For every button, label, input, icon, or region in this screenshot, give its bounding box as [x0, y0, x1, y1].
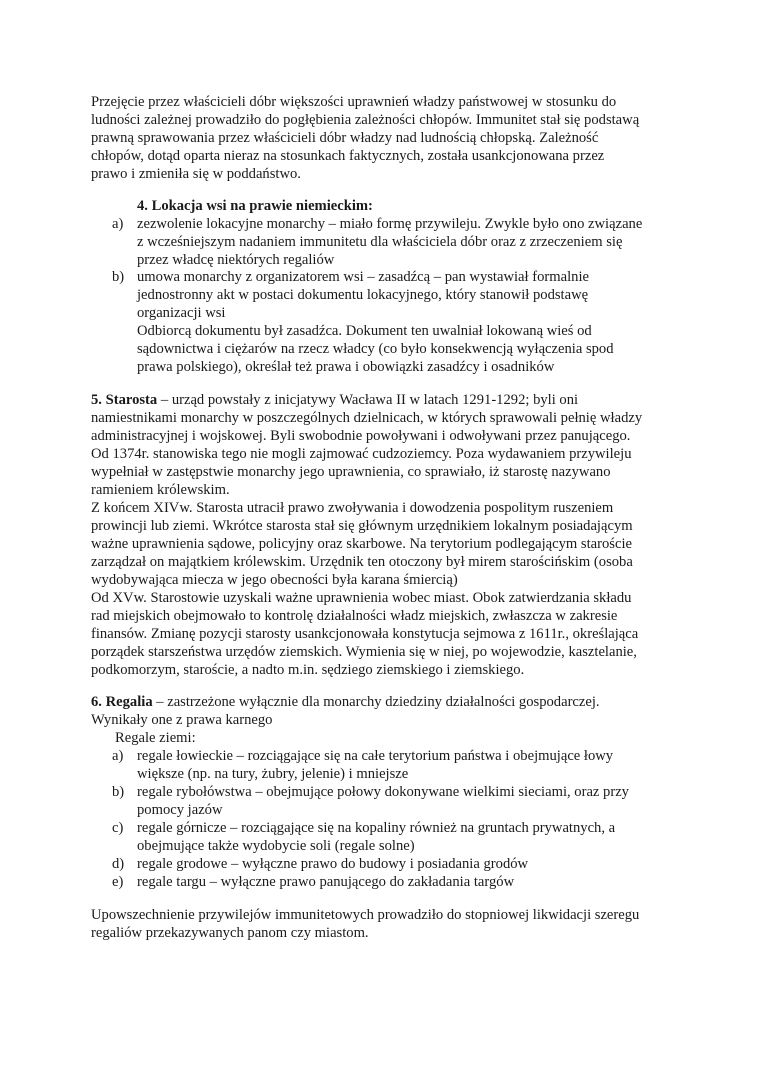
intro-line: prawo i zmieniła się w poddaństwo.	[91, 166, 301, 182]
s6-item-line: regale rybołówstwa – obejmujące połowy dokonywane wielkimi sieciami, oraz przy	[137, 784, 629, 800]
s6-item-line: regale targu – wyłączne prawo panującego do zakładania targów	[137, 874, 515, 890]
intro-line: ludności zależnej prowadziło do pogłębienia zależności chłopów. Immunitet stał się podstawą	[91, 112, 640, 128]
intro-line: prawną sprawowania przez właścicieli dóbr władzy nad ludnością chłopską. Zależność	[91, 130, 599, 146]
s4-a-line: zezwolenie lokacyjne monarchy – miało formę przywileju. Zwykle było ono związane	[137, 216, 643, 232]
s6-first-rest: – zastrzeżone wyłącznie dla monarchy dziedziny działalności gospodarczej.	[152, 694, 600, 710]
intro-line: Przejęcie przez właścicieli dóbr większości uprawnień władzy państwowej w stosunku do	[91, 94, 617, 110]
list-label: b)	[112, 784, 125, 800]
s5-first-line	[91, 391, 578, 409]
s5-first-rest: – urząd powstały z inicjatywy Wacława II w latach 1291-1292; byli oni	[157, 392, 579, 408]
s5-line: zarządzał on majątkiem królewskim. Urzędnik ten otoczony był mirem starościńskim (osoba	[91, 554, 633, 570]
s5-line: Z końcem XIVw. Starosta utracił prawo zwoływania i dowodzenia pospolitym ruszeniem	[91, 500, 614, 516]
s6-item-line: pomocy jazów	[137, 802, 223, 818]
s5-line: rad miejskich obejmowało to kontrolę działalności władz miejskich, zwłaszcza w zakresie	[91, 608, 618, 624]
s4-a-line: z wcześniejszym nadaniem immunitetu dla właściciela dóbr oraz z zrzeczeniem się	[137, 234, 623, 250]
closing-line: regaliów przekazywanych panom czy miastom.	[91, 925, 369, 941]
section-5-heading: 5. Starosta	[91, 392, 158, 408]
s6-sub-heading: Regale ziemi:	[115, 730, 196, 746]
section-6-heading: 6. Regalia	[91, 694, 153, 710]
s6-item-line: większe (np. na tury, żubry, jelenie) i mniejsze	[137, 766, 409, 782]
s6-item-line: obejmujące także wydobycie soli (regale solne)	[137, 838, 415, 854]
s5-line: ramieniem królewskim.	[91, 482, 230, 498]
s6-item-line: regale łowieckie – rozciągające się na całe terytorium państwa i obejmujące łowy	[137, 748, 614, 764]
s6-item-line: regale grodowe – wyłączne prawo do budowy i posiadania grodów	[137, 856, 529, 872]
s4-b-line: organizacji wsi	[137, 305, 226, 321]
s5-line: wydobywająca miecza w jego obecności była karana śmiercią)	[91, 572, 458, 588]
section-4-heading: 4. Lokacja wsi na prawie niemieckim:	[137, 198, 373, 214]
s5-line: ważne uprawnienia sądowe, policyjny oraz skarbowe. Na terytorium podlegającym staroście	[91, 536, 632, 552]
s4-b-line: sądownictwa i ciężarów na rzecz władcy (co było konsekwencją wyłączenia spod	[137, 341, 614, 357]
list-label: a)	[112, 748, 124, 764]
s4-b-line: prawa polskiego), określał też prawa i obowiązki zasadźcy i osadników	[137, 359, 555, 375]
s5-line: Od 1374r. stanowiska tego nie mogli zajmować cudzoziemcy. Poza wydawaniem przywileju	[91, 446, 632, 462]
list-label: d)	[112, 856, 125, 872]
s5-line: podkomorzym, staroście, a nadto m.in. sędziego ziemskiego i ziemskiego.	[91, 662, 525, 678]
s5-line: administracyjnej i wojskowej. Byli swobodnie powoływani i odwoływani przez panującego.	[91, 428, 631, 444]
list-label: a)	[112, 216, 124, 232]
s5-line: porządek starszeństwa urzędów ziemskich. Wymienia się w niej, po wojewodzie, kasztelanie,	[91, 644, 637, 660]
list-label: b)	[112, 269, 125, 285]
s4-b-line: umowa monarchy z organizatorem wsi – zasadźcą – pan wystawiał formalnie	[137, 269, 589, 285]
s4-b-line: jednostronny akt w postaci dokumentu lokacyjnego, który stanowił podstawę	[137, 287, 589, 303]
s4-a-line: przez władcę niektórych regaliów	[137, 252, 335, 268]
s5-line: finansów. Zmianę pozycji starosty usankcjonowała konstytucja sejmowa z 1611r., określająca	[91, 626, 639, 642]
s5-line: wypełniał w zastępstwie monarchy jego uprawnienia, co sprawiało, iż starostę nazywano	[91, 464, 611, 480]
s5-line: Od XVw. Starostowie uzyskali ważne uprawnienia wobec miast. Obok zatwierdzania składu	[91, 590, 632, 606]
list-label: e)	[112, 874, 124, 890]
intro-line: chłopów, dotąd oparta nieraz na stosunkach faktycznych, została usankcjonowana przez	[91, 148, 605, 164]
s6-item-line: regale górnicze – rozciągające się na kopaliny również na gruntach prywatnych, a	[137, 820, 616, 836]
list-label: c)	[112, 820, 124, 836]
s5-line: namiestnikami monarchy w poszczególnych dzielnicach, w których sprawowali pełnię władzy	[91, 410, 643, 426]
closing-line: Upowszechnienie przywilejów immunitetowych prowadziło do stopniowej likwidacji szeregu	[91, 907, 640, 923]
s4-b-line: Odbiorcą dokumentu był zasadźca. Dokument ten uwalniał lokowaną wieś od	[137, 323, 592, 339]
s5-line: prowincji lub ziemi. Wkrótce starosta stał się głównym urzędnikiem lokalnym posiadającym	[91, 518, 633, 534]
s6-first-line	[91, 693, 600, 711]
s6-line: Wynikały one z prawa karnego	[91, 712, 273, 728]
